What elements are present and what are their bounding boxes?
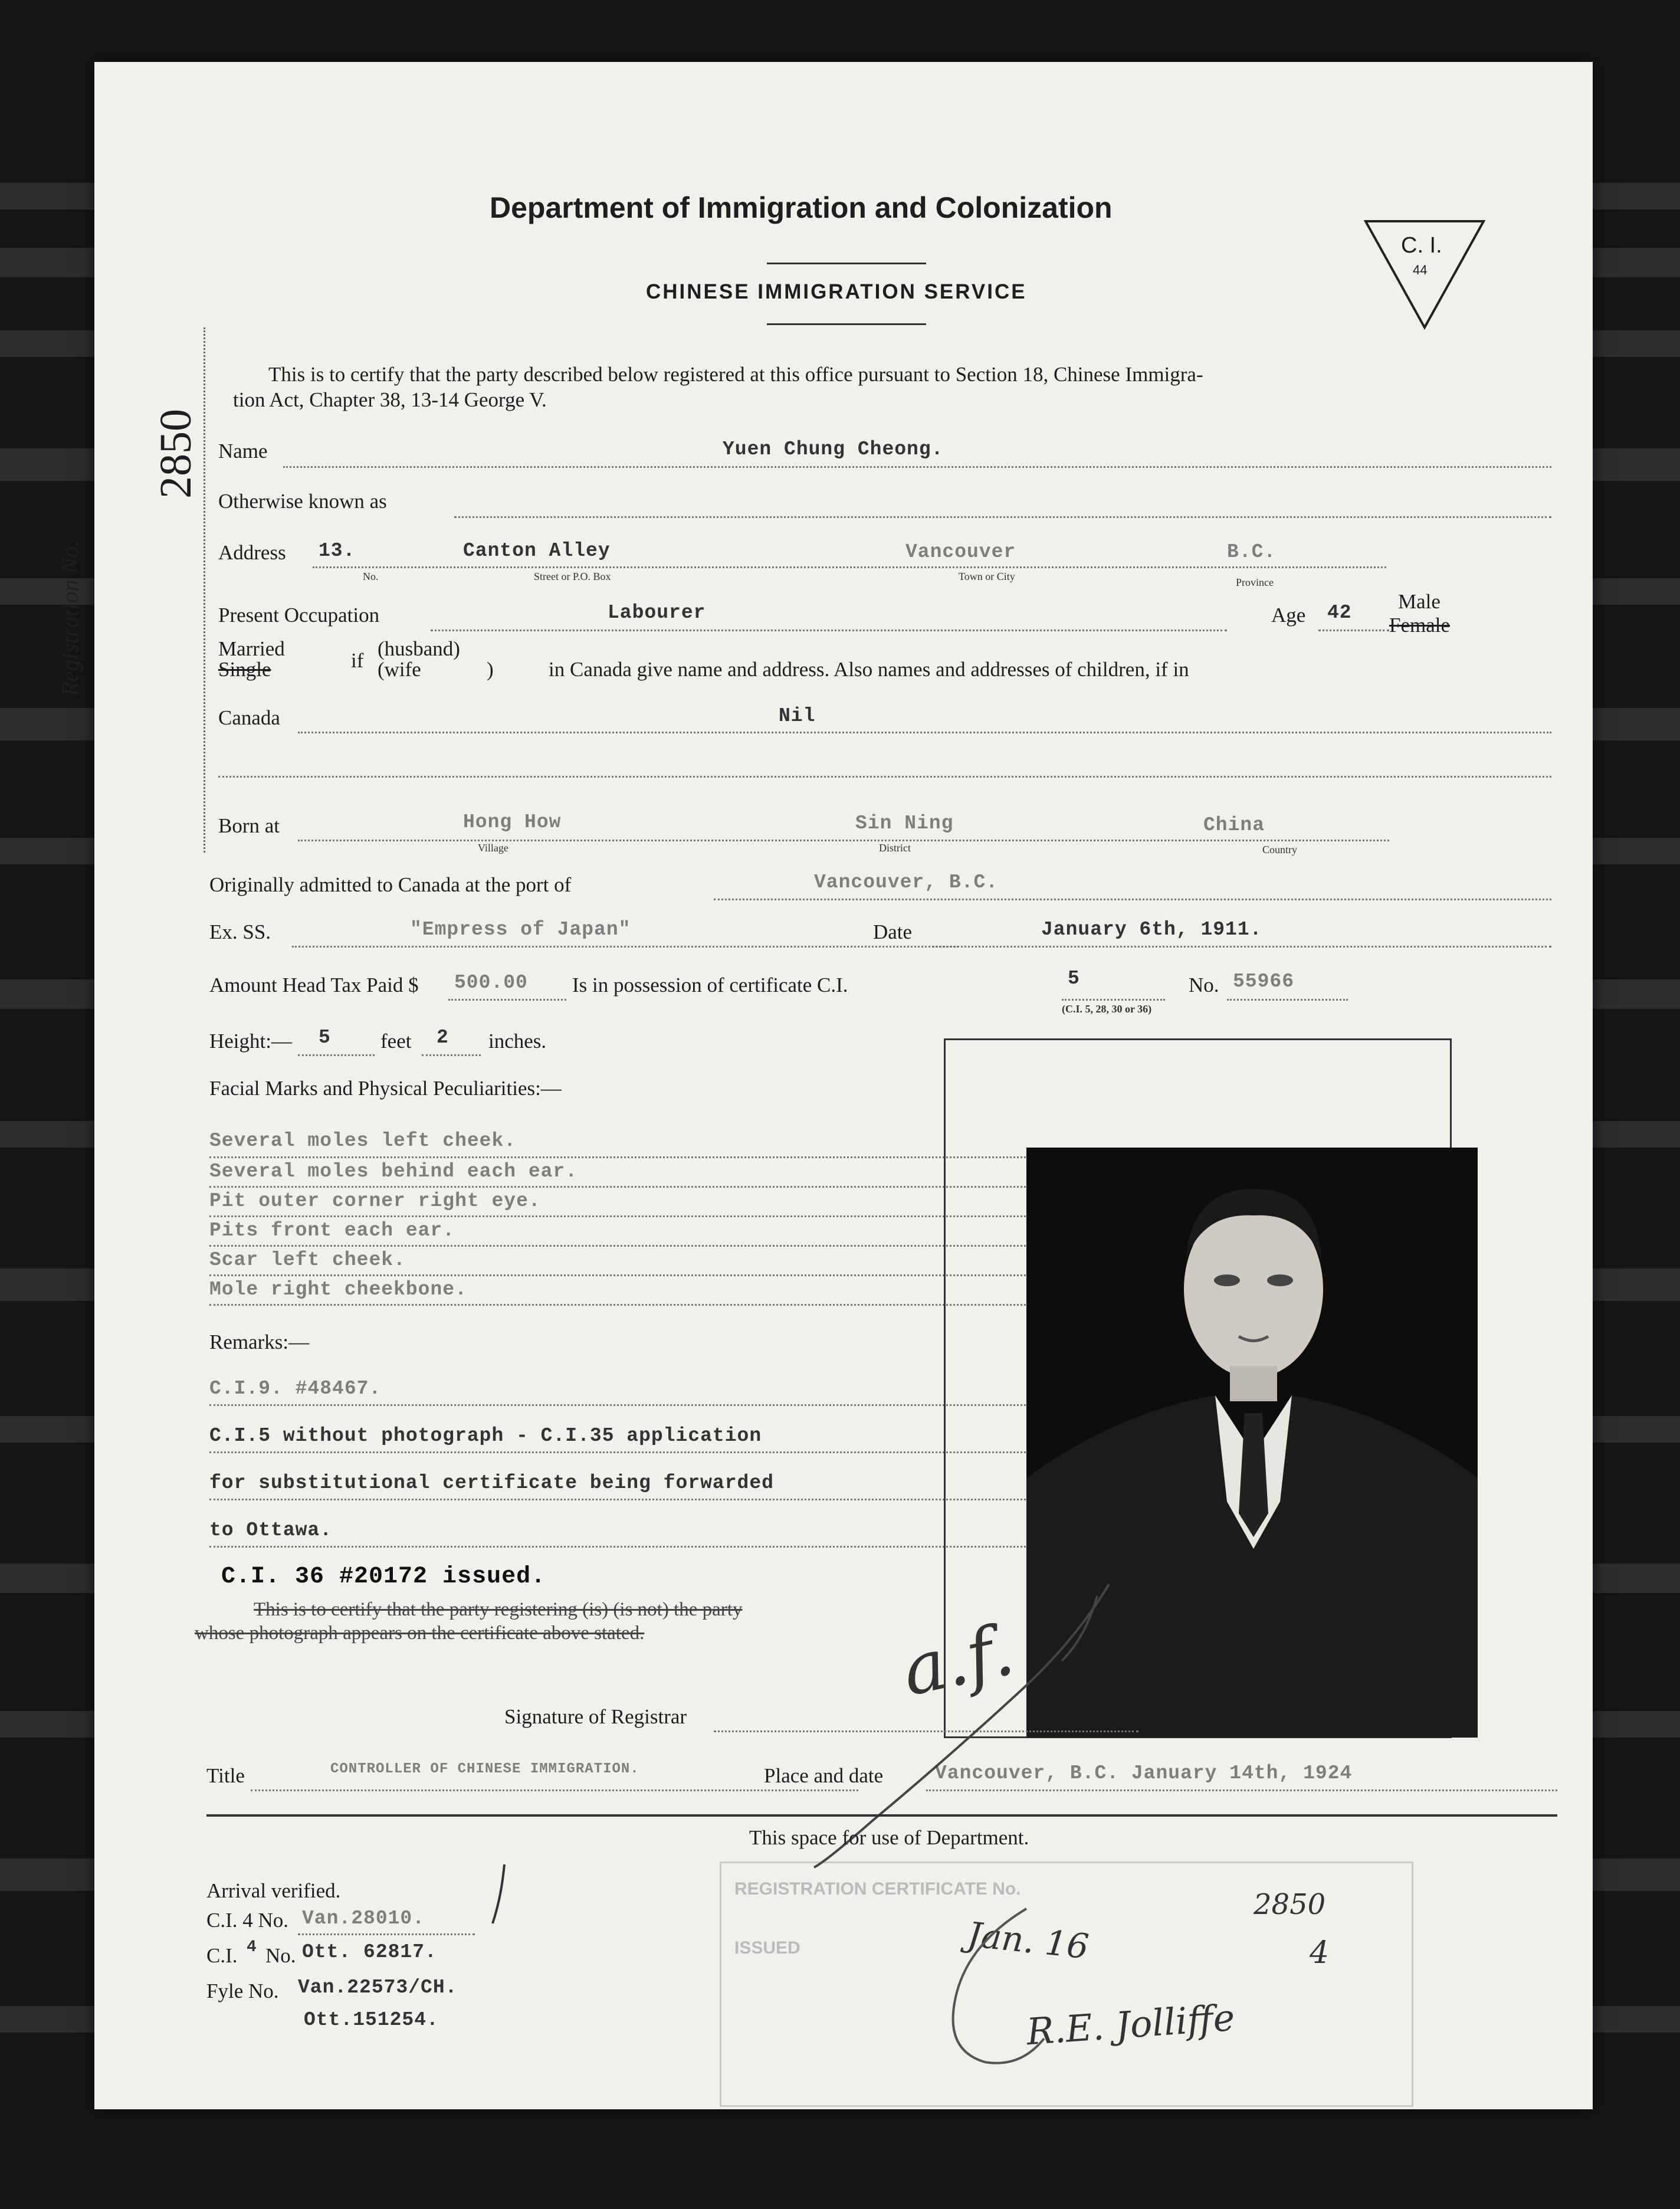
born-district: Sin Ning [855, 812, 954, 834]
registrar-signature: a.f. [895, 1608, 1021, 1713]
born-label: Born at [218, 814, 280, 837]
inches-label: inches. [488, 1030, 547, 1053]
ci-value: Ott. 62817. [302, 1941, 437, 1963]
certificate-number: 55966 [1233, 971, 1295, 992]
certificate-class: 5 [1068, 968, 1080, 989]
issued-note: C.I. 36 #20172 issued. [221, 1564, 546, 1590]
married-label: Married [218, 637, 285, 660]
address-label: Address [218, 541, 286, 564]
remarks-label: Remarks:— [209, 1330, 310, 1353]
certificate-caption: (C.I. 5, 28, 30 or 36) [1062, 1003, 1152, 1015]
sex-male: Male [1398, 590, 1441, 613]
stamp-signature: R.E. Jolliffe [1025, 1995, 1236, 2054]
facial-mark-line: Several moles behind each ear. [209, 1161, 578, 1182]
struck-certification: This is to certify that the party registering (is) (is not) the party [254, 1599, 743, 1620]
ci-no-label: No. [265, 1944, 296, 1967]
canada-value: Nil [779, 705, 816, 727]
remark-line: C.I.5 without photograph - C.I.35 application [209, 1425, 762, 1447]
stamp-number: 2850 [1254, 1888, 1326, 1921]
struck-certification-cont: whose photograph appears on the certificate above stated. [195, 1623, 645, 1644]
village-caption: Village [478, 842, 508, 854]
address-province: B.C. [1227, 541, 1277, 563]
city-caption: Town or City [959, 571, 1015, 582]
exss-label: Ex. SS. [209, 920, 271, 943]
born-village: Hong How [463, 811, 562, 833]
facial-marks-label: Facial Marks and Physical Peculiarities:— [209, 1077, 562, 1100]
badge-form-code: C. I. [1401, 233, 1442, 258]
date-label: Date [873, 920, 913, 943]
name-label: Name [218, 440, 268, 463]
signature-label: Signature of Registrar [504, 1705, 687, 1728]
department-rule [206, 1814, 1557, 1817]
if-label: if [351, 649, 364, 672]
badge-form-number: 44 [1413, 263, 1428, 277]
wife-label: (wife [378, 658, 421, 681]
title-value: CONTROLLER OF CHINESE IMMIGRATION. [330, 1761, 639, 1777]
department-use-label: This space for use of Department. [749, 1826, 1029, 1849]
name-value: Yuen Chung Cheong. [723, 438, 944, 460]
certificate-no-label: No. [1189, 974, 1219, 997]
date-value: January 6th, 1911. [1041, 919, 1262, 940]
facial-mark-line: Scar left cheek. [209, 1249, 406, 1271]
occupation-label: Present Occupation [218, 604, 380, 627]
remark-line: C.I.9. #48467. [209, 1378, 382, 1400]
registration-label: Registration No. [57, 540, 83, 696]
certify-text-cont: tion Act, Chapter 38, 13-14 George V. [233, 388, 547, 411]
ci-number: 4 [247, 1938, 257, 1956]
husband-label: (husband) [378, 637, 460, 660]
service-title: CHINESE IMMIGRATION SERVICE [646, 280, 1027, 303]
remark-line: to Ottawa. [209, 1519, 333, 1541]
sex-female: Female [1389, 614, 1451, 637]
place-label: Place and date [764, 1764, 884, 1787]
height-label: Height:— [209, 1030, 292, 1053]
headtax-label: Amount Head Tax Paid $ [209, 974, 419, 997]
fyle-value: Van.22573/CH. [298, 1977, 458, 1998]
place-value: Vancouver, B.C. January 14th, 1924 [935, 1762, 1353, 1784]
headtax-value: 500.00 [454, 972, 528, 994]
canada-instructions: in Canada give name and address. Also names and addresses of children, if in [549, 658, 1189, 681]
stamp-date: Jan. 16 [966, 1914, 1091, 1967]
arrival-verified-label: Arrival verified. [206, 1879, 341, 1902]
address-number: 13. [319, 540, 356, 562]
street-caption: Street or P.O. Box [534, 571, 611, 582]
ci4-label: C.I. 4 No. [206, 1909, 289, 1932]
registration-dotted-line [204, 327, 205, 853]
age-label: Age [1271, 604, 1306, 627]
admitted-port: Vancouver, B.C. [814, 871, 999, 893]
address-no-caption: No. [363, 571, 379, 582]
stamp-issued: ISSUED [734, 1938, 800, 1958]
wife-paren: ) [487, 658, 494, 681]
fyle-label: Fyle No. [206, 1979, 279, 2002]
department-title: Department of Immigration and Colonization [490, 191, 1113, 224]
otherwise-label: Otherwise known as [218, 490, 387, 513]
verify-tick [481, 1861, 516, 1926]
province-caption: Province [1236, 576, 1274, 588]
district-caption: District [879, 842, 911, 854]
stamp-year: 4 [1310, 1935, 1330, 1971]
feet-label: feet [380, 1030, 412, 1053]
height-feet: 5 [319, 1027, 331, 1048]
facial-mark-line: Pits front each ear. [209, 1220, 455, 1241]
registration-number: 2850 [151, 409, 201, 499]
facial-mark-line: Several moles left cheek. [209, 1130, 517, 1152]
single-label: Single [218, 658, 271, 681]
certify-text: This is to certify that the party described below registered at this office pursuant to Section 18, Chinese Immigra- [268, 363, 1203, 386]
ci-label: C.I. [206, 1944, 238, 1967]
occupation-value: Labourer [608, 602, 706, 624]
admitted-label: Originally admitted to Canada at the port of [209, 873, 572, 896]
address-street: Canton Alley [463, 540, 611, 562]
title-label: Title [206, 1764, 245, 1787]
height-inches: 2 [437, 1027, 449, 1048]
stamp-pen-loop [920, 1897, 1056, 2074]
exss-value: "Empress of Japan" [410, 919, 631, 940]
remark-line: for substitutional certificate being forwarded [209, 1472, 774, 1494]
age-value: 42 [1327, 602, 1352, 624]
fyle-value-second: Ott.151254. [304, 2009, 439, 2031]
canada-label: Canada [218, 706, 280, 729]
ci4-value: Van.28010. [302, 1908, 425, 1929]
address-city: Vancouver [905, 541, 1016, 563]
facial-mark-line: Pit outer corner right eye. [209, 1190, 541, 1212]
possession-label: Is in possession of certificate C.I. [572, 974, 848, 997]
header-rule-bottom [767, 323, 926, 325]
born-country: China [1203, 814, 1265, 836]
facial-mark-line: Mole right cheekbone. [209, 1279, 467, 1300]
header-rule-top [767, 263, 926, 264]
certificate-form [57, 62, 1593, 2109]
country-caption: Country [1262, 844, 1298, 856]
stamp-header: REGISTRATION CERTIFICATE No. [734, 1879, 1021, 1899]
